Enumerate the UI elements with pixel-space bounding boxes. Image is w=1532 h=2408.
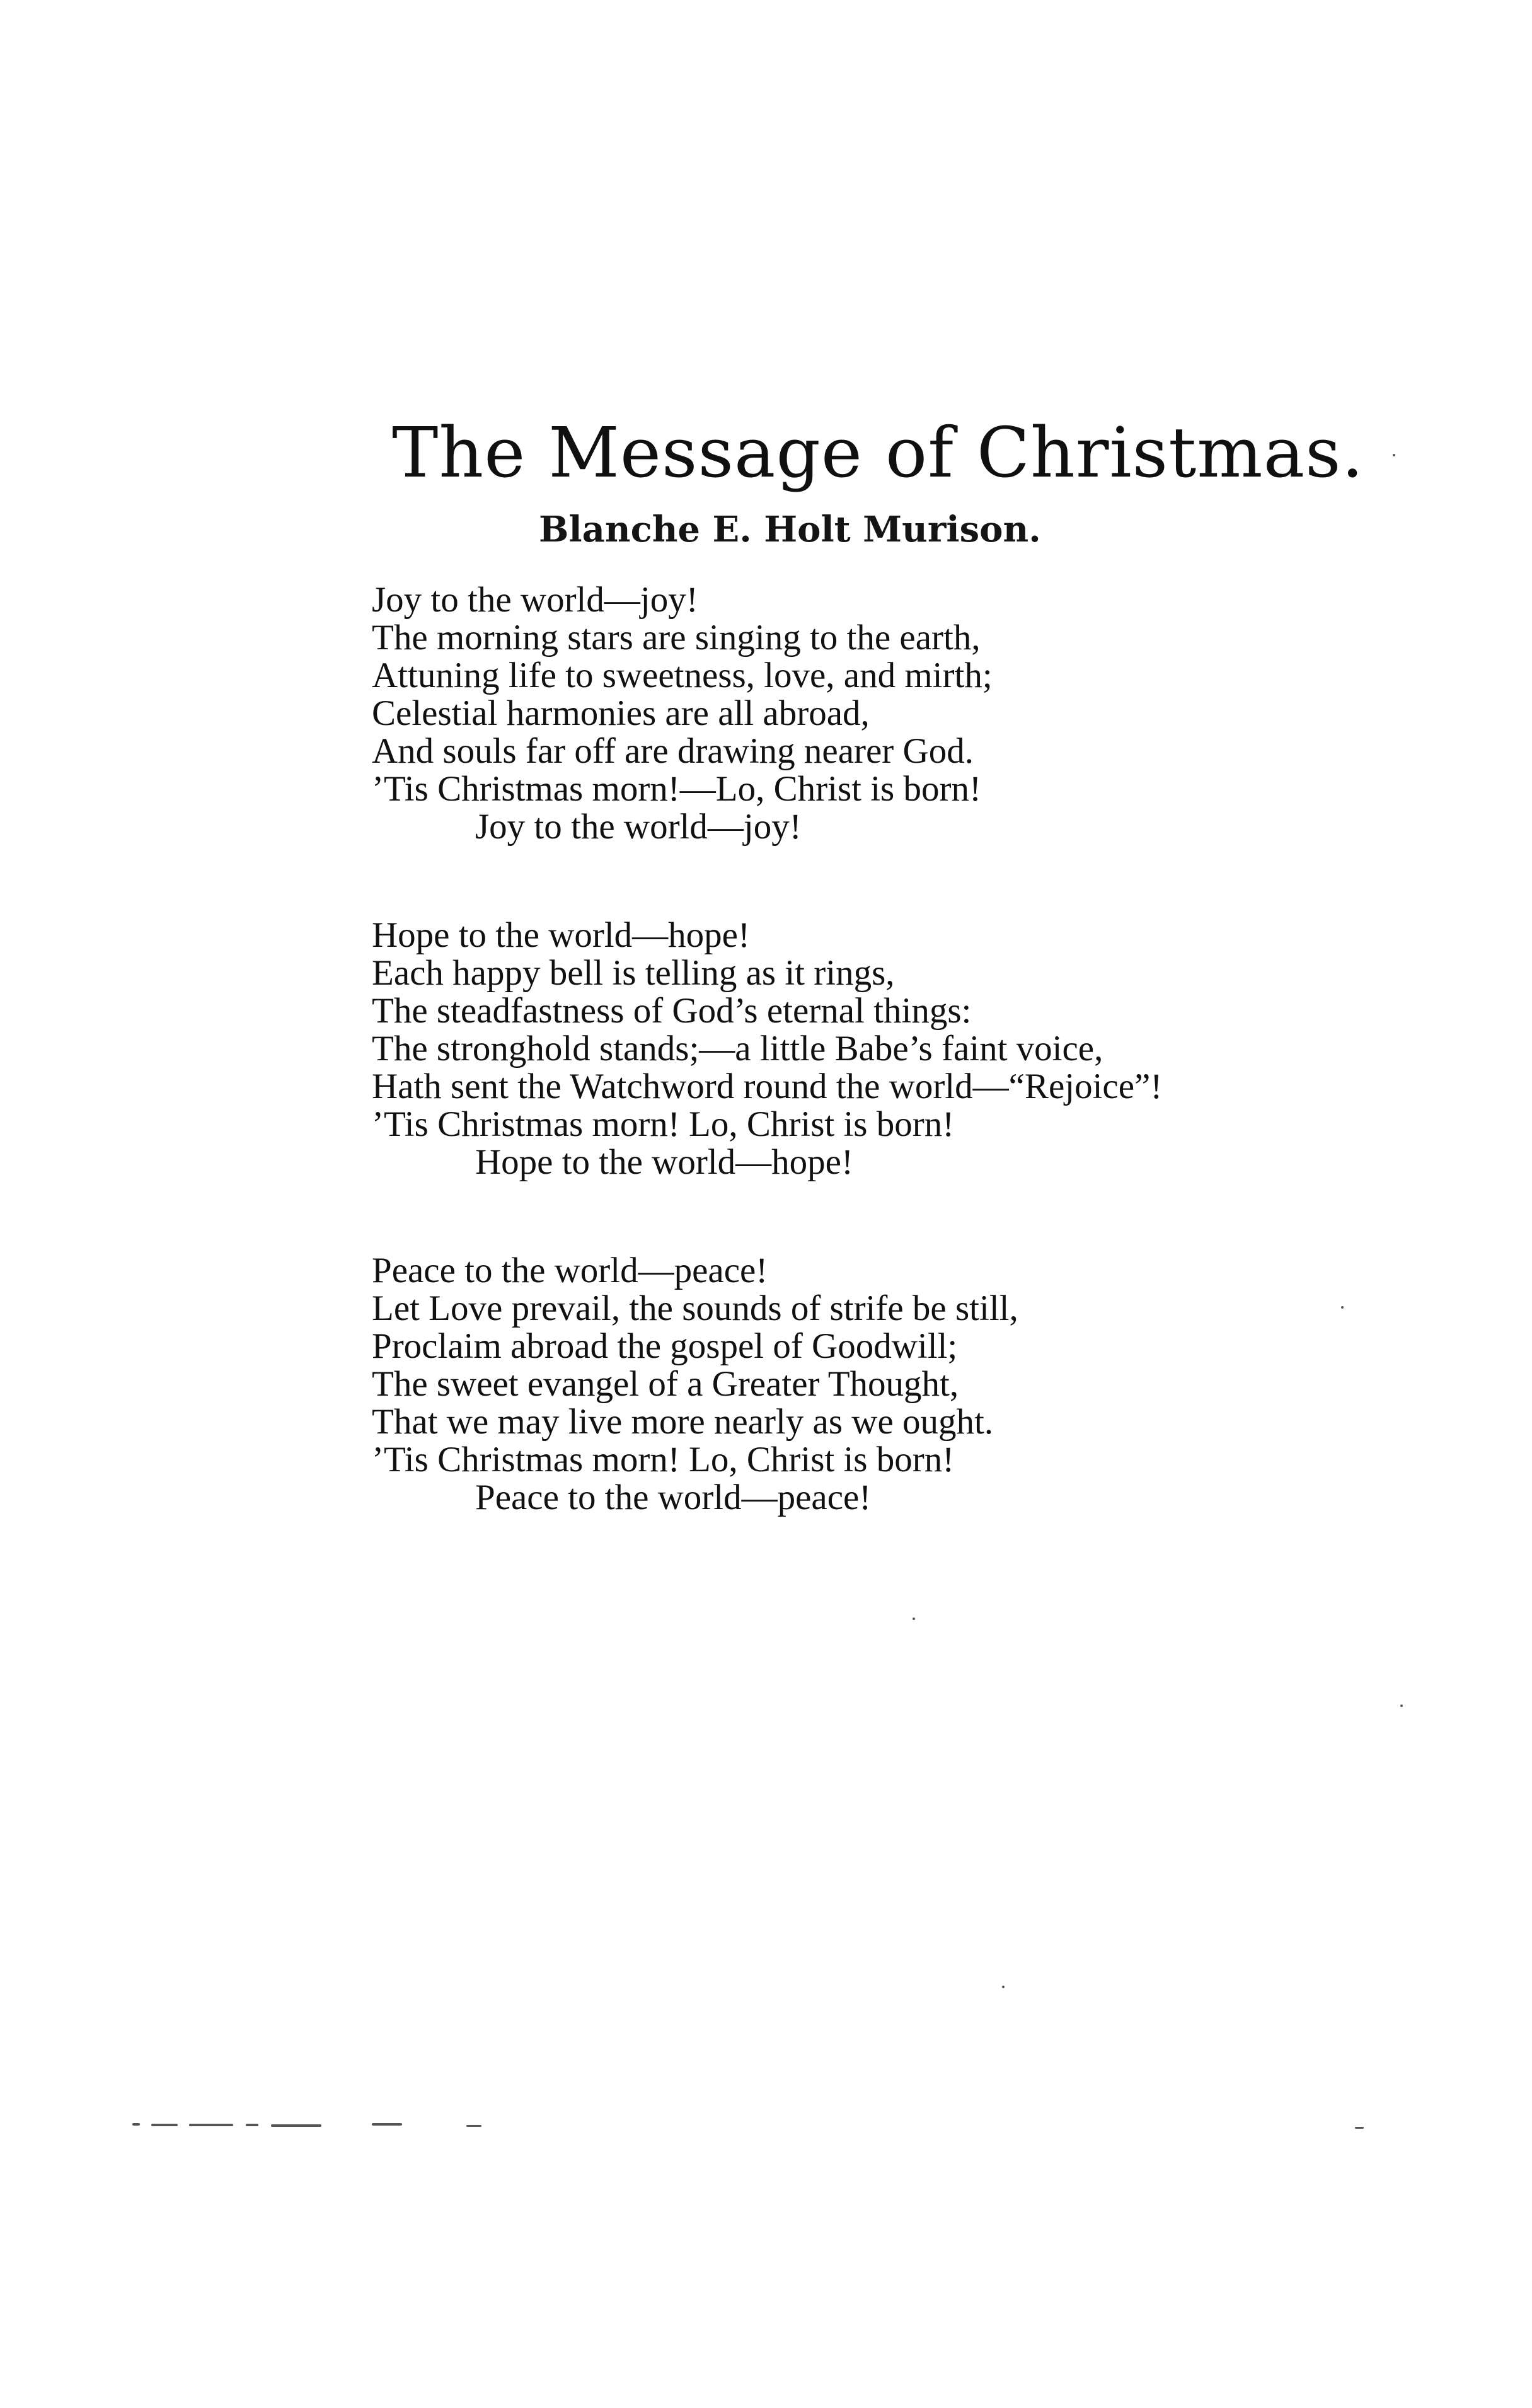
poem-title: The Message of Christmas. — [392, 412, 1364, 493]
verse-line: ’Tis Christmas morn!—Lo, Christ is born! — [372, 769, 981, 809]
poem-author: Blanche E. Holt Murison. — [539, 509, 1041, 550]
scan-speck — [1400, 1705, 1403, 1707]
scan-speck — [246, 2124, 258, 2126]
verse-line: That we may live more nearly as we ought. — [372, 1402, 994, 1442]
verse-line: Peace to the world—peace! — [372, 1251, 768, 1290]
verse-line: The sweet evangel of a Greater Thought, — [372, 1364, 959, 1404]
scan-speck — [1393, 454, 1395, 456]
scan-speck — [189, 2124, 233, 2126]
scan-speck — [132, 2123, 140, 2126]
stanza-peace — [372, 1252, 1317, 1517]
verse-line: ’Tis Christmas morn! Lo, Christ is born! — [372, 1440, 955, 1479]
poem-body — [372, 581, 1317, 1517]
verse-line: And souls far off are drawing nearer God. — [372, 731, 974, 771]
scan-speck — [913, 1618, 915, 1620]
verse-line: Let Love prevail, the sounds of strife be still, — [372, 1288, 1018, 1328]
stanza-hope — [372, 917, 1317, 1181]
stanza-joy — [372, 581, 1317, 846]
verse-line: Each happy bell is telling as it rings, — [372, 953, 895, 993]
verse-line: Hath sent the Watchword round the world—“Rejoice”! — [372, 1067, 1163, 1106]
scan-speck — [151, 2124, 178, 2126]
verse-line: The steadfastness of God’s eternal things: — [372, 991, 972, 1031]
verse-line: The stronghold stands;—a little Babe’s faint voice, — [372, 1029, 1103, 1068]
refrain-line: Joy to the world—joy! — [475, 807, 802, 847]
verse-line: Hope to the world—hope! — [372, 915, 750, 955]
scan-speck — [271, 2124, 321, 2127]
scan-speck — [1341, 1306, 1344, 1309]
scan-speck — [1002, 1986, 1005, 1988]
verse-line: Proclaim abroad the gospel of Goodwill; — [372, 1326, 958, 1366]
verse-line: Joy to the world—joy! — [372, 580, 698, 620]
verse-line: Attuning life to sweetness, love, and mirth; — [372, 656, 993, 695]
refrain-line: Hope to the world—hope! — [475, 1142, 853, 1182]
refrain-line: Peace to the world—peace! — [475, 1478, 872, 1517]
scan-speck — [1355, 2127, 1364, 2129]
verse-line: Celestial harmonies are all abroad, — [372, 693, 870, 733]
verse-line: ’Tis Christmas morn! Lo, Christ is born! — [372, 1104, 955, 1144]
verse-line: The morning stars are singing to the earth, — [372, 618, 981, 657]
scan-speck — [372, 2123, 402, 2126]
scan-speck — [466, 2125, 481, 2127]
